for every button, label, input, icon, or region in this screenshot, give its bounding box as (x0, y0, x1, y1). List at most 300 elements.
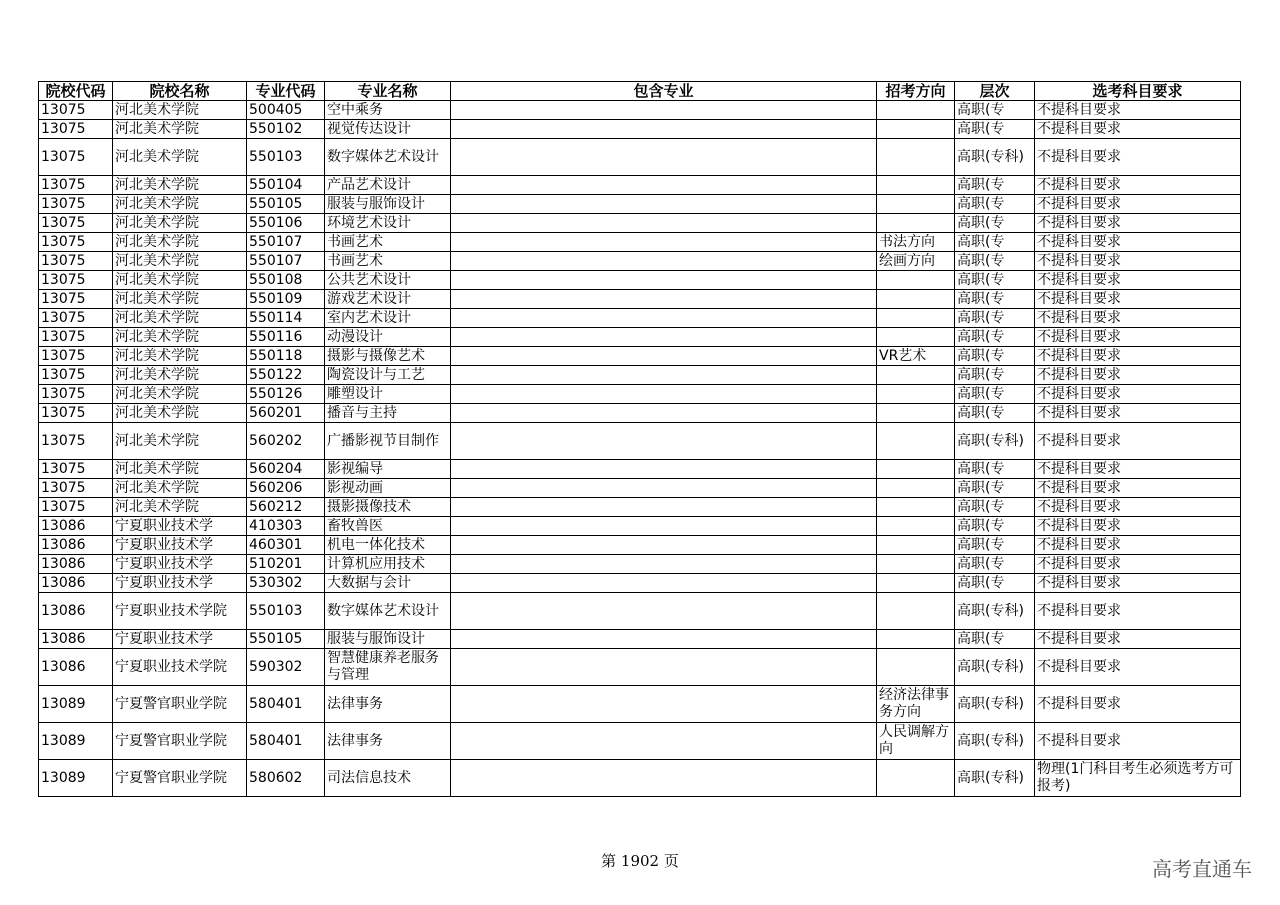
cell-direction (877, 252, 955, 271)
cell-major-code (247, 479, 325, 498)
cell-requirement (1035, 195, 1241, 214)
cell-school-code-text: 13075 (41, 347, 86, 364)
cell-major-name (325, 347, 451, 366)
cell-major-name-text: 大数据与会计 (327, 574, 411, 591)
cell-included-majors-text (453, 348, 874, 365)
cell-major-name-text: 影视编导 (327, 460, 383, 477)
cell-requirement-text: 物理(1门科目考生必须选考方可报考) (1037, 761, 1234, 794)
cell-school-code-text: 13075 (41, 366, 86, 383)
col-requirement: 选考科目要求 (1035, 82, 1241, 101)
cell-major-name (325, 290, 451, 309)
cell-level-text: 高职(专 (957, 555, 1005, 572)
cell-requirement-text: 不提科目要求 (1037, 120, 1121, 137)
cell-level-text: 高职(专 (957, 101, 1005, 118)
cell-school-code (39, 101, 113, 120)
cell-school-code-text: 13075 (41, 233, 86, 250)
cell-major-name (325, 423, 451, 460)
cell-major-code-text: 530302 (249, 574, 303, 591)
cell-school-code (39, 574, 113, 593)
cell-requirement (1035, 574, 1241, 593)
cell-requirement-text: 不提科目要求 (1037, 195, 1121, 212)
cell-level (955, 760, 1035, 797)
cell-school-name (113, 630, 247, 649)
cell-school-name (113, 479, 247, 498)
cell-school-name-text: 河北美术学院 (115, 290, 199, 307)
table-row (39, 498, 1241, 517)
cell-school-code (39, 385, 113, 404)
cell-major-code-text: 410303 (249, 517, 303, 534)
cell-level (955, 723, 1035, 760)
cell-school-name-text: 河北美术学院 (115, 479, 199, 496)
cell-level (955, 593, 1035, 630)
cell-requirement (1035, 517, 1241, 536)
cell-direction-text (879, 272, 952, 289)
cell-included-majors-text (453, 461, 874, 478)
cell-included-majors (451, 686, 877, 723)
cell-major-name-text: 书画艺术 (327, 233, 383, 250)
cell-direction-text (879, 367, 952, 384)
cell-major-name (325, 309, 451, 328)
cell-school-code-text: 13075 (41, 290, 86, 307)
cell-school-name (113, 686, 247, 723)
cell-included-majors-text (453, 234, 874, 251)
cell-level-text: 高职(专 (957, 498, 1005, 515)
cell-major-code (247, 460, 325, 479)
cell-included-majors (451, 723, 877, 760)
cell-school-code (39, 195, 113, 214)
cell-included-majors-text (453, 367, 874, 384)
cell-direction (877, 423, 955, 460)
cell-school-code (39, 214, 113, 233)
cell-major-code-text: 550118 (249, 347, 303, 364)
cell-included-majors-text (453, 499, 874, 516)
cell-level (955, 271, 1035, 290)
cell-major-code-text: 580401 (249, 732, 303, 749)
table-row (39, 347, 1241, 366)
cell-major-name-text: 畜牧兽医 (327, 517, 383, 534)
cell-requirement-text: 不提科目要求 (1037, 176, 1121, 193)
cell-major-name-text: 数字媒体艺术设计 (327, 602, 439, 619)
cell-direction (877, 649, 955, 686)
cell-included-majors-text (453, 556, 874, 573)
cell-major-name-text: 雕塑设计 (327, 385, 383, 402)
cell-direction-text (879, 461, 952, 478)
cell-major-code (247, 195, 325, 214)
col-school-code: 院校代码 (39, 82, 113, 101)
cell-school-name-text: 宁夏职业技术学 (115, 517, 213, 534)
cell-school-name (113, 214, 247, 233)
cell-level (955, 101, 1035, 120)
cell-major-name (325, 385, 451, 404)
cell-major-code-text: 560201 (249, 404, 303, 421)
cell-school-code (39, 176, 113, 195)
cell-level-text: 高职(专科) (957, 148, 1024, 165)
table-row (39, 423, 1241, 460)
cell-school-name-text: 宁夏警官职业学院 (115, 732, 227, 749)
cell-requirement-text: 不提科目要求 (1037, 404, 1121, 421)
cell-requirement (1035, 101, 1241, 120)
cell-major-code-text: 550105 (249, 630, 303, 647)
cell-major-name-text: 公共艺术设计 (327, 271, 411, 288)
cell-included-majors-text (453, 631, 874, 648)
cell-major-name-text: 空中乘务 (327, 101, 383, 118)
cell-requirement (1035, 649, 1241, 686)
cell-school-name-text: 河北美术学院 (115, 432, 199, 449)
cell-major-name (325, 271, 451, 290)
cell-direction (877, 233, 955, 252)
cell-level (955, 139, 1035, 176)
table-row (39, 760, 1241, 797)
cell-major-code-text: 550103 (249, 602, 303, 619)
cell-school-code (39, 686, 113, 723)
cell-school-code (39, 460, 113, 479)
table-row (39, 176, 1241, 195)
cell-major-name (325, 760, 451, 797)
cell-school-name (113, 271, 247, 290)
cell-level-text: 高职(专科) (957, 769, 1024, 786)
cell-level (955, 649, 1035, 686)
cell-school-code-text: 13086 (41, 630, 86, 647)
cell-direction-text (879, 518, 952, 535)
cell-school-code-text: 13075 (41, 252, 86, 269)
cell-requirement (1035, 423, 1241, 460)
cell-major-name (325, 555, 451, 574)
cell-school-name-text: 宁夏警官职业学院 (115, 769, 227, 786)
cell-school-code-text: 13075 (41, 176, 86, 193)
cell-level (955, 233, 1035, 252)
cell-included-majors-text (453, 253, 874, 270)
cell-requirement-text: 不提科目要求 (1037, 732, 1121, 749)
cell-school-code (39, 760, 113, 797)
cell-school-code-text: 13075 (41, 148, 86, 165)
cell-included-majors-text (453, 537, 874, 554)
cell-school-name-text: 宁夏职业技术学院 (115, 602, 227, 619)
cell-school-name (113, 723, 247, 760)
col-school-name: 院校名称 (113, 82, 247, 101)
cell-major-name-text: 环境艺术设计 (327, 214, 411, 231)
cell-level-text: 高职(专科) (957, 432, 1024, 449)
cell-direction (877, 479, 955, 498)
cell-major-name (325, 366, 451, 385)
cell-major-code (247, 555, 325, 574)
cell-school-name-text: 宁夏职业技术学 (115, 574, 213, 591)
cell-direction (877, 517, 955, 536)
cell-direction (877, 366, 955, 385)
cell-requirement (1035, 328, 1241, 347)
cell-level (955, 309, 1035, 328)
cell-included-majors (451, 593, 877, 630)
cell-level-text: 高职(专 (957, 233, 1005, 250)
cell-requirement-text: 不提科目要求 (1037, 432, 1121, 449)
watermark-text: 高考直通车 (1152, 857, 1252, 881)
cell-direction (877, 328, 955, 347)
cell-major-code-text: 550122 (249, 366, 303, 383)
cell-requirement-text: 不提科目要求 (1037, 347, 1121, 364)
cell-major-code (247, 347, 325, 366)
cell-major-name (325, 630, 451, 649)
cell-major-code-text: 560204 (249, 460, 303, 477)
cell-included-majors (451, 574, 877, 593)
cell-major-name-text: 法律事务 (327, 732, 383, 749)
cell-level-text: 高职(专科) (957, 695, 1024, 712)
cell-level-text: 高职(专 (957, 574, 1005, 591)
cell-school-code (39, 517, 113, 536)
cell-level-text: 高职(专 (957, 120, 1005, 137)
cell-requirement-text: 不提科目要求 (1037, 658, 1121, 675)
cell-school-code-text: 13075 (41, 404, 86, 421)
cell-major-name (325, 479, 451, 498)
cell-school-name-text: 河北美术学院 (115, 460, 199, 477)
cell-school-name-text: 宁夏警官职业学院 (115, 695, 227, 712)
cell-direction-text (879, 102, 952, 119)
cell-major-name-text: 数字媒体艺术设计 (327, 148, 439, 165)
cell-school-code-text: 13089 (41, 695, 86, 712)
cell-level (955, 328, 1035, 347)
cell-included-majors-text (453, 386, 874, 403)
cell-included-majors (451, 760, 877, 797)
cell-level-text: 高职(专 (957, 517, 1005, 534)
cell-requirement-text: 不提科目要求 (1037, 309, 1121, 326)
cell-major-code-text: 560212 (249, 498, 303, 515)
cell-major-name-text: 法律事务 (327, 695, 383, 712)
cell-major-name-text: 机电一体化技术 (327, 536, 425, 553)
cell-direction (877, 555, 955, 574)
cell-direction-text: 人民调解方向 (879, 724, 949, 757)
cell-included-majors (451, 498, 877, 517)
cell-level-text: 高职(专 (957, 328, 1005, 345)
cell-major-name (325, 536, 451, 555)
cell-school-code-text: 13075 (41, 120, 86, 137)
cell-level-text: 高职(专科) (957, 602, 1024, 619)
cell-major-name (325, 328, 451, 347)
cell-requirement (1035, 139, 1241, 176)
cell-included-majors (451, 120, 877, 139)
cell-included-majors (451, 271, 877, 290)
cell-direction-text (879, 556, 952, 573)
cell-major-name (325, 404, 451, 423)
table-row (39, 252, 1241, 271)
cell-major-name (325, 233, 451, 252)
cell-requirement-text: 不提科目要求 (1037, 574, 1121, 591)
cell-major-name (325, 176, 451, 195)
cell-included-majors (451, 460, 877, 479)
table-row (39, 649, 1241, 686)
cell-school-name (113, 649, 247, 686)
cell-school-name (113, 366, 247, 385)
cell-school-name-text: 河北美术学院 (115, 195, 199, 212)
cell-major-code-text: 550126 (249, 385, 303, 402)
cell-school-code (39, 139, 113, 176)
cell-requirement (1035, 233, 1241, 252)
table-row (39, 309, 1241, 328)
cell-requirement-text: 不提科目要求 (1037, 498, 1121, 515)
cell-major-code (247, 574, 325, 593)
cell-major-code (247, 309, 325, 328)
cell-school-name (113, 309, 247, 328)
cell-major-code (247, 328, 325, 347)
cell-direction (877, 120, 955, 139)
cell-level (955, 385, 1035, 404)
cell-direction-text (879, 499, 952, 516)
cell-school-code-text: 13075 (41, 328, 86, 345)
cell-school-name (113, 176, 247, 195)
cell-included-majors (451, 423, 877, 460)
cell-school-name (113, 574, 247, 593)
cell-major-code-text: 560206 (249, 479, 303, 496)
cell-major-code (247, 404, 325, 423)
cell-requirement (1035, 555, 1241, 574)
cell-school-name-text: 宁夏职业技术学 (115, 555, 213, 572)
cell-included-majors (451, 517, 877, 536)
cell-included-majors-text (453, 215, 874, 232)
cell-level-text: 高职(专科) (957, 658, 1024, 675)
cell-included-majors-text (453, 196, 874, 213)
cell-school-name-text: 河北美术学院 (115, 404, 199, 421)
cell-level-text: 高职(专 (957, 290, 1005, 307)
cell-school-name (113, 460, 247, 479)
cell-direction (877, 309, 955, 328)
cell-major-code-text: 550116 (249, 328, 303, 345)
cell-school-code (39, 723, 113, 760)
cell-included-majors (451, 555, 877, 574)
cell-included-majors (451, 101, 877, 120)
cell-major-name-text: 服装与服饰设计 (327, 630, 425, 647)
cell-requirement-text: 不提科目要求 (1037, 366, 1121, 383)
cell-level (955, 498, 1035, 517)
cell-requirement (1035, 630, 1241, 649)
cell-school-code (39, 649, 113, 686)
cell-included-majors-text (453, 102, 874, 119)
cell-major-name-text: 计算机应用技术 (327, 555, 425, 572)
cell-level (955, 574, 1035, 593)
cell-major-code (247, 271, 325, 290)
cell-school-name-text: 河北美术学院 (115, 252, 199, 269)
col-level: 层次 (955, 82, 1035, 101)
table-row (39, 593, 1241, 630)
cell-requirement-text: 不提科目要求 (1037, 271, 1121, 288)
cell-major-code-text: 510201 (249, 555, 303, 572)
cell-school-name-text: 河北美术学院 (115, 233, 199, 250)
cell-school-name (113, 328, 247, 347)
cell-school-code (39, 423, 113, 460)
cell-included-majors-text (453, 121, 874, 138)
table-row (39, 404, 1241, 423)
cell-requirement (1035, 593, 1241, 630)
cell-requirement (1035, 214, 1241, 233)
cell-requirement (1035, 271, 1241, 290)
cell-school-name-text: 河北美术学院 (115, 101, 199, 118)
cell-requirement (1035, 686, 1241, 723)
cell-school-code-text: 13075 (41, 309, 86, 326)
cell-major-name-text: 服装与服饰设计 (327, 195, 425, 212)
cell-school-code (39, 120, 113, 139)
table-row (39, 290, 1241, 309)
cell-requirement (1035, 290, 1241, 309)
cell-requirement (1035, 723, 1241, 760)
cell-school-name (113, 347, 247, 366)
table-row (39, 460, 1241, 479)
cell-major-code-text: 550106 (249, 214, 303, 231)
cell-major-name (325, 214, 451, 233)
cell-school-name (113, 290, 247, 309)
cell-included-majors (451, 328, 877, 347)
cell-school-code (39, 555, 113, 574)
cell-school-code (39, 404, 113, 423)
cell-school-code-text: 13075 (41, 271, 86, 288)
cell-school-code (39, 479, 113, 498)
cell-direction-text (879, 575, 952, 592)
cell-direction (877, 271, 955, 290)
cell-direction (877, 460, 955, 479)
cell-school-code-text: 13075 (41, 460, 86, 477)
cell-level (955, 366, 1035, 385)
table-row (39, 536, 1241, 555)
cell-direction (877, 139, 955, 176)
cell-major-name-text: 播音与主持 (327, 404, 397, 421)
cell-major-name (325, 649, 451, 686)
cell-school-name (113, 252, 247, 271)
cell-school-code-text: 13075 (41, 385, 86, 402)
cell-school-code (39, 328, 113, 347)
cell-level (955, 517, 1035, 536)
cell-requirement-text: 不提科目要求 (1037, 479, 1121, 496)
cell-major-code (247, 176, 325, 195)
cell-school-name (113, 233, 247, 252)
cell-major-name (325, 686, 451, 723)
cell-major-name (325, 498, 451, 517)
cell-major-code (247, 120, 325, 139)
cell-school-code-text: 13086 (41, 536, 86, 553)
cell-level (955, 195, 1035, 214)
cell-major-name-text: 产品艺术设计 (327, 176, 411, 193)
cell-major-code (247, 233, 325, 252)
cell-major-code-text: 580401 (249, 695, 303, 712)
cell-major-code-text: 550109 (249, 290, 303, 307)
cell-level-text: 高职(专 (957, 630, 1005, 647)
cell-school-name-text: 河北美术学院 (115, 148, 199, 165)
cell-requirement (1035, 176, 1241, 195)
cell-school-code-text: 13075 (41, 195, 86, 212)
cell-major-name (325, 195, 451, 214)
cell-major-code (247, 366, 325, 385)
cell-level-text: 高职(专 (957, 309, 1005, 326)
cell-major-name (325, 593, 451, 630)
cell-school-code (39, 290, 113, 309)
cell-direction-text (879, 291, 952, 308)
cell-level (955, 630, 1035, 649)
cell-major-code (247, 214, 325, 233)
cell-major-name-text: 游戏艺术设计 (327, 290, 411, 307)
cell-direction (877, 536, 955, 555)
cell-school-name-text: 河北美术学院 (115, 498, 199, 515)
cell-school-name (113, 139, 247, 176)
cell-direction (877, 214, 955, 233)
cell-included-majors (451, 630, 877, 649)
col-included-majors: 包含专业 (451, 82, 877, 101)
cell-major-code (247, 385, 325, 404)
cell-school-code-text: 13089 (41, 732, 86, 749)
cell-requirement-text: 不提科目要求 (1037, 460, 1121, 477)
cell-included-majors (451, 404, 877, 423)
cell-requirement-text: 不提科目要求 (1037, 517, 1121, 534)
cell-direction (877, 195, 955, 214)
cell-school-name (113, 101, 247, 120)
cell-requirement (1035, 479, 1241, 498)
cell-direction (877, 760, 955, 797)
col-direction: 招考方向 (877, 82, 955, 101)
cell-school-code (39, 347, 113, 366)
cell-direction-text (879, 196, 952, 213)
